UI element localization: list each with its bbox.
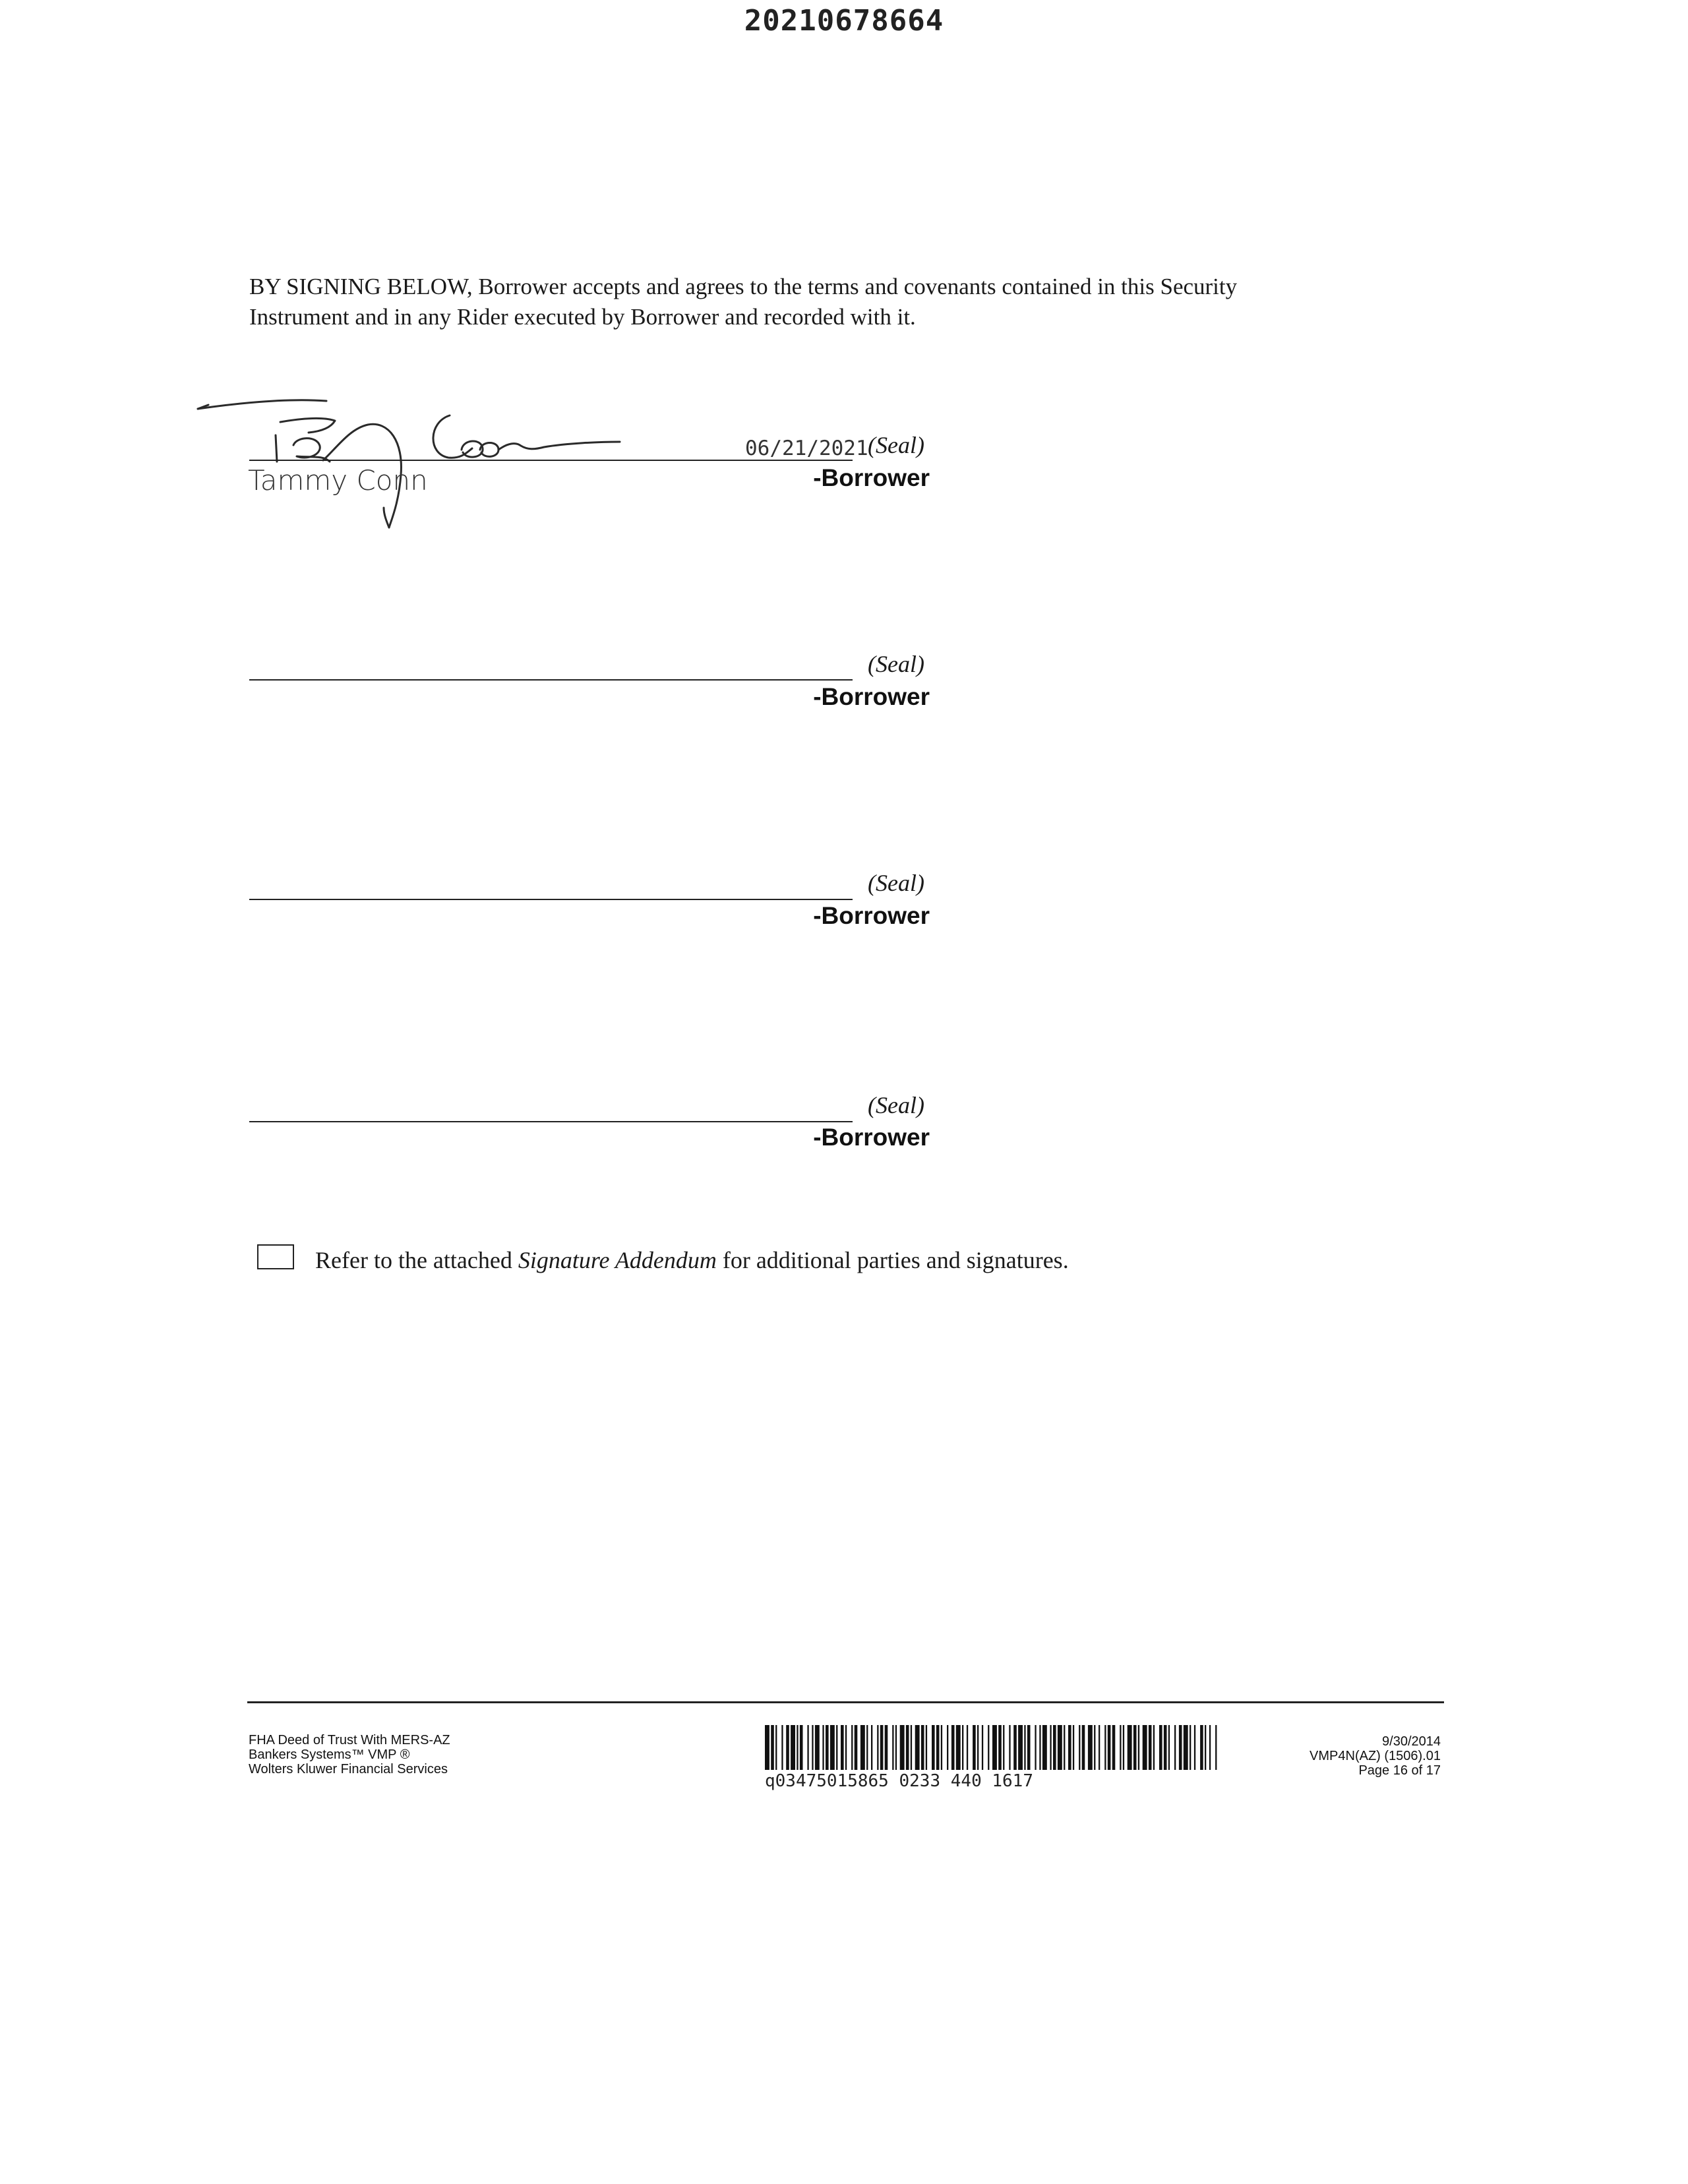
barcode-bar: [1073, 1725, 1074, 1770]
barcode-bar: [1027, 1725, 1031, 1770]
barcode-bar: [1159, 1725, 1162, 1770]
barcode-bar: [866, 1725, 868, 1770]
barcode-bar: [1190, 1725, 1191, 1770]
barcode-bar: [1064, 1725, 1065, 1770]
barcode-bar: [977, 1725, 979, 1770]
signature-line-4[interactable]: [249, 1121, 853, 1122]
form-title: FHA Deed of Trust With MERS-AZ: [249, 1733, 450, 1747]
barcode-bar: [860, 1725, 865, 1770]
barcode-bar: [1143, 1725, 1147, 1770]
barcode-bar: [947, 1725, 948, 1770]
barcode-bar: [851, 1725, 853, 1770]
signature-line-2[interactable]: [249, 679, 853, 681]
borrower-label-1: -Borrower: [813, 464, 930, 491]
barcode-bar: [1013, 1725, 1017, 1770]
barcode-bar: [1123, 1725, 1124, 1770]
form-publisher: Bankers Systems™ VMP ®: [249, 1747, 410, 1762]
barcode-bar: [815, 1725, 820, 1770]
barcode-bar: [895, 1725, 897, 1770]
barcode-bar: [807, 1725, 808, 1770]
barcode-bar: [775, 1725, 777, 1770]
footer-rule: [247, 1701, 1444, 1703]
barcode-bar: [1174, 1725, 1176, 1770]
signature-addendum-checkbox[interactable]: [257, 1244, 294, 1269]
barcode-bar: [855, 1725, 858, 1770]
barcode-bar: [998, 1725, 1002, 1770]
barcode-bar: [1120, 1725, 1121, 1770]
barcode-bar: [1153, 1725, 1155, 1770]
barcode-bar: [962, 1725, 963, 1770]
barcode-bar: [1018, 1725, 1023, 1770]
borrower-label-4: -Borrower: [813, 1124, 930, 1151]
barcode-bar: [1138, 1725, 1139, 1770]
form-date: 9/30/2014: [1382, 1734, 1441, 1749]
document-barcode: [765, 1725, 1220, 1770]
barcode-bar: [1128, 1725, 1132, 1770]
barcode-bar: [906, 1725, 909, 1770]
document-number: 20210678664: [744, 4, 944, 38]
barcode-bar: [1079, 1725, 1080, 1770]
barcode-bar: [973, 1725, 976, 1770]
barcode-bar: [877, 1725, 878, 1770]
signing-statement: [249, 272, 1436, 332]
barcode-bar: [892, 1725, 893, 1770]
barcode-bar: [845, 1725, 847, 1770]
signing-statement-line-2: Instrument and in any Rider executed by Borrower and recorded with it.: [249, 304, 916, 330]
barcode-bar: [1009, 1725, 1010, 1770]
barcode-bar: [1058, 1725, 1062, 1770]
barcode-bar: [900, 1725, 905, 1770]
barcode-bar: [941, 1725, 942, 1770]
barcode-bar: [988, 1725, 989, 1770]
barcode-bar: [1104, 1725, 1106, 1770]
barcode-bar: [812, 1725, 813, 1770]
barcode-bar: [992, 1725, 997, 1770]
barcode-bar: [1133, 1725, 1137, 1770]
barcode-bar: [765, 1725, 769, 1770]
addendum-text-italic: Signature Addendum: [518, 1247, 717, 1273]
signature-date: 06/21/2021: [745, 437, 868, 460]
form-code: VMP4N(AZ) (1506).01: [1310, 1749, 1441, 1763]
barcode-bar: [1035, 1725, 1036, 1770]
barcode-bar: [1088, 1725, 1093, 1770]
barcode-bar: [1039, 1725, 1040, 1770]
signing-statement-line-1: BY SIGNING BELOW, Borrower accepts and agrees to the terms and covenants contained in this Security: [249, 274, 1238, 299]
barcode-bar: [836, 1725, 837, 1770]
barcode-bar: [1024, 1725, 1025, 1770]
barcode-bar: [967, 1725, 968, 1770]
page-number: Page 16 of 17: [1358, 1763, 1441, 1778]
barcode-bar: [911, 1725, 912, 1770]
barcode-bar: [1200, 1725, 1203, 1770]
barcode-bar: [830, 1725, 835, 1770]
barcode-bar: [781, 1725, 783, 1770]
barcode-bar: [936, 1725, 940, 1770]
barcode-bar: [982, 1725, 983, 1770]
barcode-bar: [956, 1725, 961, 1770]
barcode-bar: [797, 1725, 798, 1770]
barcode-bar: [1209, 1725, 1211, 1770]
barcode-bar: [1094, 1725, 1095, 1770]
seal-label-4: (Seal): [868, 1092, 924, 1118]
addendum-text-before: Refer to the attached: [315, 1247, 518, 1273]
barcode-bar: [771, 1725, 774, 1770]
barcode-bar: [951, 1725, 955, 1770]
barcode-bar: [791, 1725, 795, 1770]
barcode-bar: [1164, 1725, 1167, 1770]
barcode-bar: [1068, 1725, 1071, 1770]
signature-addendum-text: [315, 1246, 1069, 1274]
seal-label-3: (Seal): [868, 870, 924, 896]
barcode-bar: [786, 1725, 789, 1770]
addendum-text-after: for additional parties and signatures.: [716, 1247, 1069, 1273]
barcode-number: q03475015865 0233 440 1617: [765, 1771, 1033, 1791]
seal-label-1: (Seal): [868, 432, 924, 458]
barcode-bar: [1194, 1725, 1195, 1770]
barcode-bar: [885, 1725, 888, 1770]
barcode-bar: [822, 1725, 824, 1770]
borrower-label-3: -Borrower: [813, 902, 930, 929]
barcode-bar: [826, 1725, 829, 1770]
barcode-bar: [1179, 1725, 1182, 1770]
barcode-bar: [1149, 1725, 1152, 1770]
seal-label-2: (Seal): [868, 651, 924, 677]
barcode-bar: [921, 1725, 924, 1770]
barcode-bar: [1050, 1725, 1051, 1770]
barcode-bar: [1215, 1725, 1217, 1770]
barcode-bar: [1099, 1725, 1100, 1770]
barcode-bar: [1003, 1725, 1004, 1770]
barcode-bar: [841, 1725, 844, 1770]
barcode-bar: [915, 1725, 920, 1770]
barcode-bar: [1082, 1725, 1085, 1770]
barcode-bar: [926, 1725, 927, 1770]
barcode-bar: [1168, 1725, 1170, 1770]
barcode-bar: [1112, 1725, 1116, 1770]
borrower-label-2: -Borrower: [813, 683, 930, 710]
barcode-bar: [871, 1725, 872, 1770]
barcode-bar: [800, 1725, 803, 1770]
form-identification: [249, 1733, 450, 1776]
form-version-info: [1240, 1734, 1441, 1778]
barcode-bar: [1205, 1725, 1206, 1770]
barcode-bar: [1108, 1725, 1111, 1770]
form-company: Wolters Kluwer Financial Services: [249, 1762, 448, 1776]
barcode-bar: [1053, 1725, 1056, 1770]
barcode-bar: [932, 1725, 935, 1770]
barcode-bar: [1042, 1725, 1047, 1770]
barcode-bar: [880, 1725, 884, 1770]
signature-line-3[interactable]: [249, 899, 853, 900]
barcode-bar: [1184, 1725, 1188, 1770]
borrower-name: Tammy Conn: [248, 464, 428, 497]
